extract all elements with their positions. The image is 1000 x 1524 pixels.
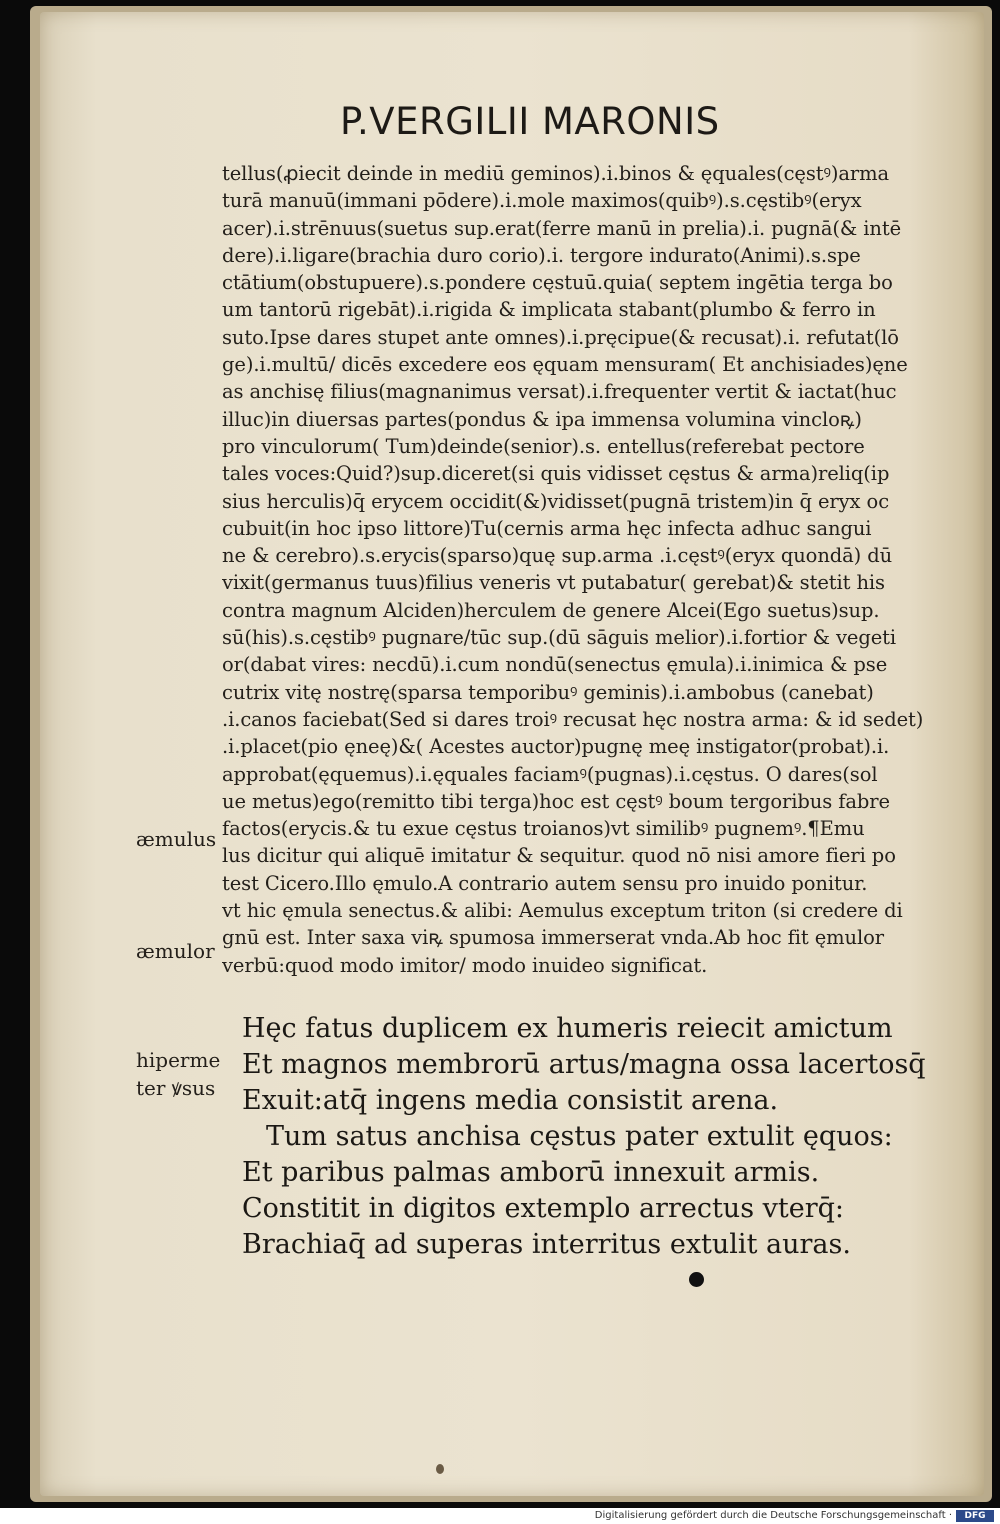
margin-note-line: ter ꝟsus [136, 1076, 216, 1100]
verse-line: Tum satus anchisa cęstus pater extulit ęquos: [266, 1121, 893, 1152]
commentary-line: gnū est. Inter saxa viꝶ spumosa immerserat vnda.Ab hoc fit ęmulor [222, 926, 885, 950]
verse-line: Exuit:atq̄ ingens media consistit arena. [242, 1085, 779, 1116]
margin-note-aemulor: æmulor [136, 939, 215, 963]
commentary-line: tales voces:Quid?)sup.diceret(si quis vidisset cęstus & arma)reliq(ip [222, 462, 890, 486]
margin-note-line: hiperme [136, 1048, 221, 1072]
commentary-line: ne & cerebro).s.erycis(sparso)quę sup.arma .i.cęstꝰ(eryx quondā) dū [222, 544, 893, 568]
verse-line: Et magnos membrorū artus/magna ossa lacertosq̄ [242, 1049, 926, 1080]
commentary-line: .i.placet(pio ęneę)&( Acestes auctor)pugnę meę instigator(probat).i. [222, 735, 890, 759]
verse-line: Brachiaq̄ ad superas interritus extulit auras. [242, 1229, 851, 1260]
ornament-dot [689, 1272, 704, 1287]
commentary-line: verbū:quod modo imitor/ modo inuideo significat. [222, 953, 708, 977]
commentary-line: vt hic ęmula senectus.& alibi: Aemulus exceptum triton (si credere di [222, 899, 903, 923]
commentary-line: ge).i.multū/ dicēs excedere eos ęquam mensuram( Et anchisiades)ęne [222, 353, 908, 377]
commentary-line: dere).i.ligare(brachia duro corio).i. tergore indurato(Animi).s.spe [222, 243, 861, 267]
margin-note-hipermeter [136, 1046, 220, 1102]
footer-credit: Digitalisierung gefördert durch die Deutsche Forschungsgemeinschaft · [594, 1510, 952, 1521]
commentary-line: sū(his).s.cęstibꝰ pugnare/tūc sup.(dū sāguis melior).i.fortior & vegeti [222, 626, 897, 650]
verse-line: Hęc fatus duplicem ex humeris reiecit amictum [242, 1013, 893, 1044]
commentary-line: turā manuū(immani pōdere).i.mole maximos(quibꝰ).s.cęstibꝰ(eryx [222, 189, 862, 213]
commentary-line: test Cicero.Illo ęmulo.A contrario autem sensu pro inuido ponitur. [222, 871, 868, 895]
verse-line: Et paribus palmas amborū innexuit armis. [242, 1157, 820, 1188]
verse-line: Constitit in digitos extemplo arrectus vterq̄: [242, 1193, 845, 1224]
verse-block [242, 1011, 962, 1263]
commentary-line: cutrix vitę nostrę(sparsa temporibuꝰ geminis).i.ambobus (canebat) [222, 680, 874, 704]
commentary-line: factos(erycis.& tu exue cęstus troianos)vt similibꝰ pugnemꝰ.¶Emu [222, 817, 865, 841]
commentary-line: lus dicitur qui aliquē imitatur & sequitur. quod nō nisi amore fieri po [222, 844, 896, 868]
commentary-line: ctātium(obstupuere).s.pondere cęstuū.quia( septem ingētia terga bo [222, 271, 893, 295]
running-header: P.VERGILII MARONIS [340, 100, 720, 143]
commentary-line: contra magnum Alciden)herculem de genere Alcei(Ego suetus)sup. [222, 598, 880, 622]
commentary-line: suto.Ipse dares stupet ante omnes).i.pręcipue(& recusat).i. refutat(lō [222, 325, 899, 349]
page-mark [436, 1464, 444, 1474]
commentary-line: as anchisę filius(magnanimus versat).i.frequenter vertit & iactat(huc [222, 380, 897, 404]
commentary-line: ue metus)ego(remitto tibi terga)hoc est cęstꝰ boum tergoribus fabre [222, 789, 890, 813]
commentary-line: vixit(germanus tuus)filius veneris vt putabatur( gerebat)& stetit his [222, 571, 885, 595]
commentary-line: cubuit(in hoc ipso littore)Tu(cernis arma hęc infecta adhuc sangui [222, 516, 872, 540]
commentary-line: tellus(ꝓiecit deinde in mediū geminos).i.binos & ęquales(cęstꝰ)arma [222, 162, 890, 185]
commentary-line: approbat(ęquemus).i.ęquales faciamꝰ(pugnas).i.cęstus. O dares(sol [222, 762, 878, 786]
dfg-logo: DFG [956, 1510, 994, 1522]
commentary-block [222, 160, 947, 979]
commentary-line: acer).i.strēnuus(suetus sup.erat(ferre manū in prelia).i. pugnā(& intē [222, 216, 902, 240]
margin-note-aemulus: æmulus [136, 827, 217, 851]
commentary-line: pro vinculorum( Tum)deinde(senior).s. entellus(referebat pectore [222, 434, 865, 458]
commentary-line: or(dabat vires: necdū).i.cum nondū(senectus ęmula).i.inimica & pse [222, 653, 888, 677]
commentary-line: um tantorū rigebāt).i.rigida & implicata stabant(plumbo & ferro in [222, 298, 876, 322]
commentary-line: .i.canos faciebat(Sed si dares troiꝰ recusat hęc nostra arma: & id sedet) [222, 707, 924, 731]
commentary-line: illuc)in diuersas partes(pondus & ipa immensa volumina vincloꝶ) [222, 407, 862, 431]
commentary-line: sius herculis)q̄ erycem occidit(&)vidisset(pugnā tristem)in q̄ eryx oc [222, 489, 890, 513]
